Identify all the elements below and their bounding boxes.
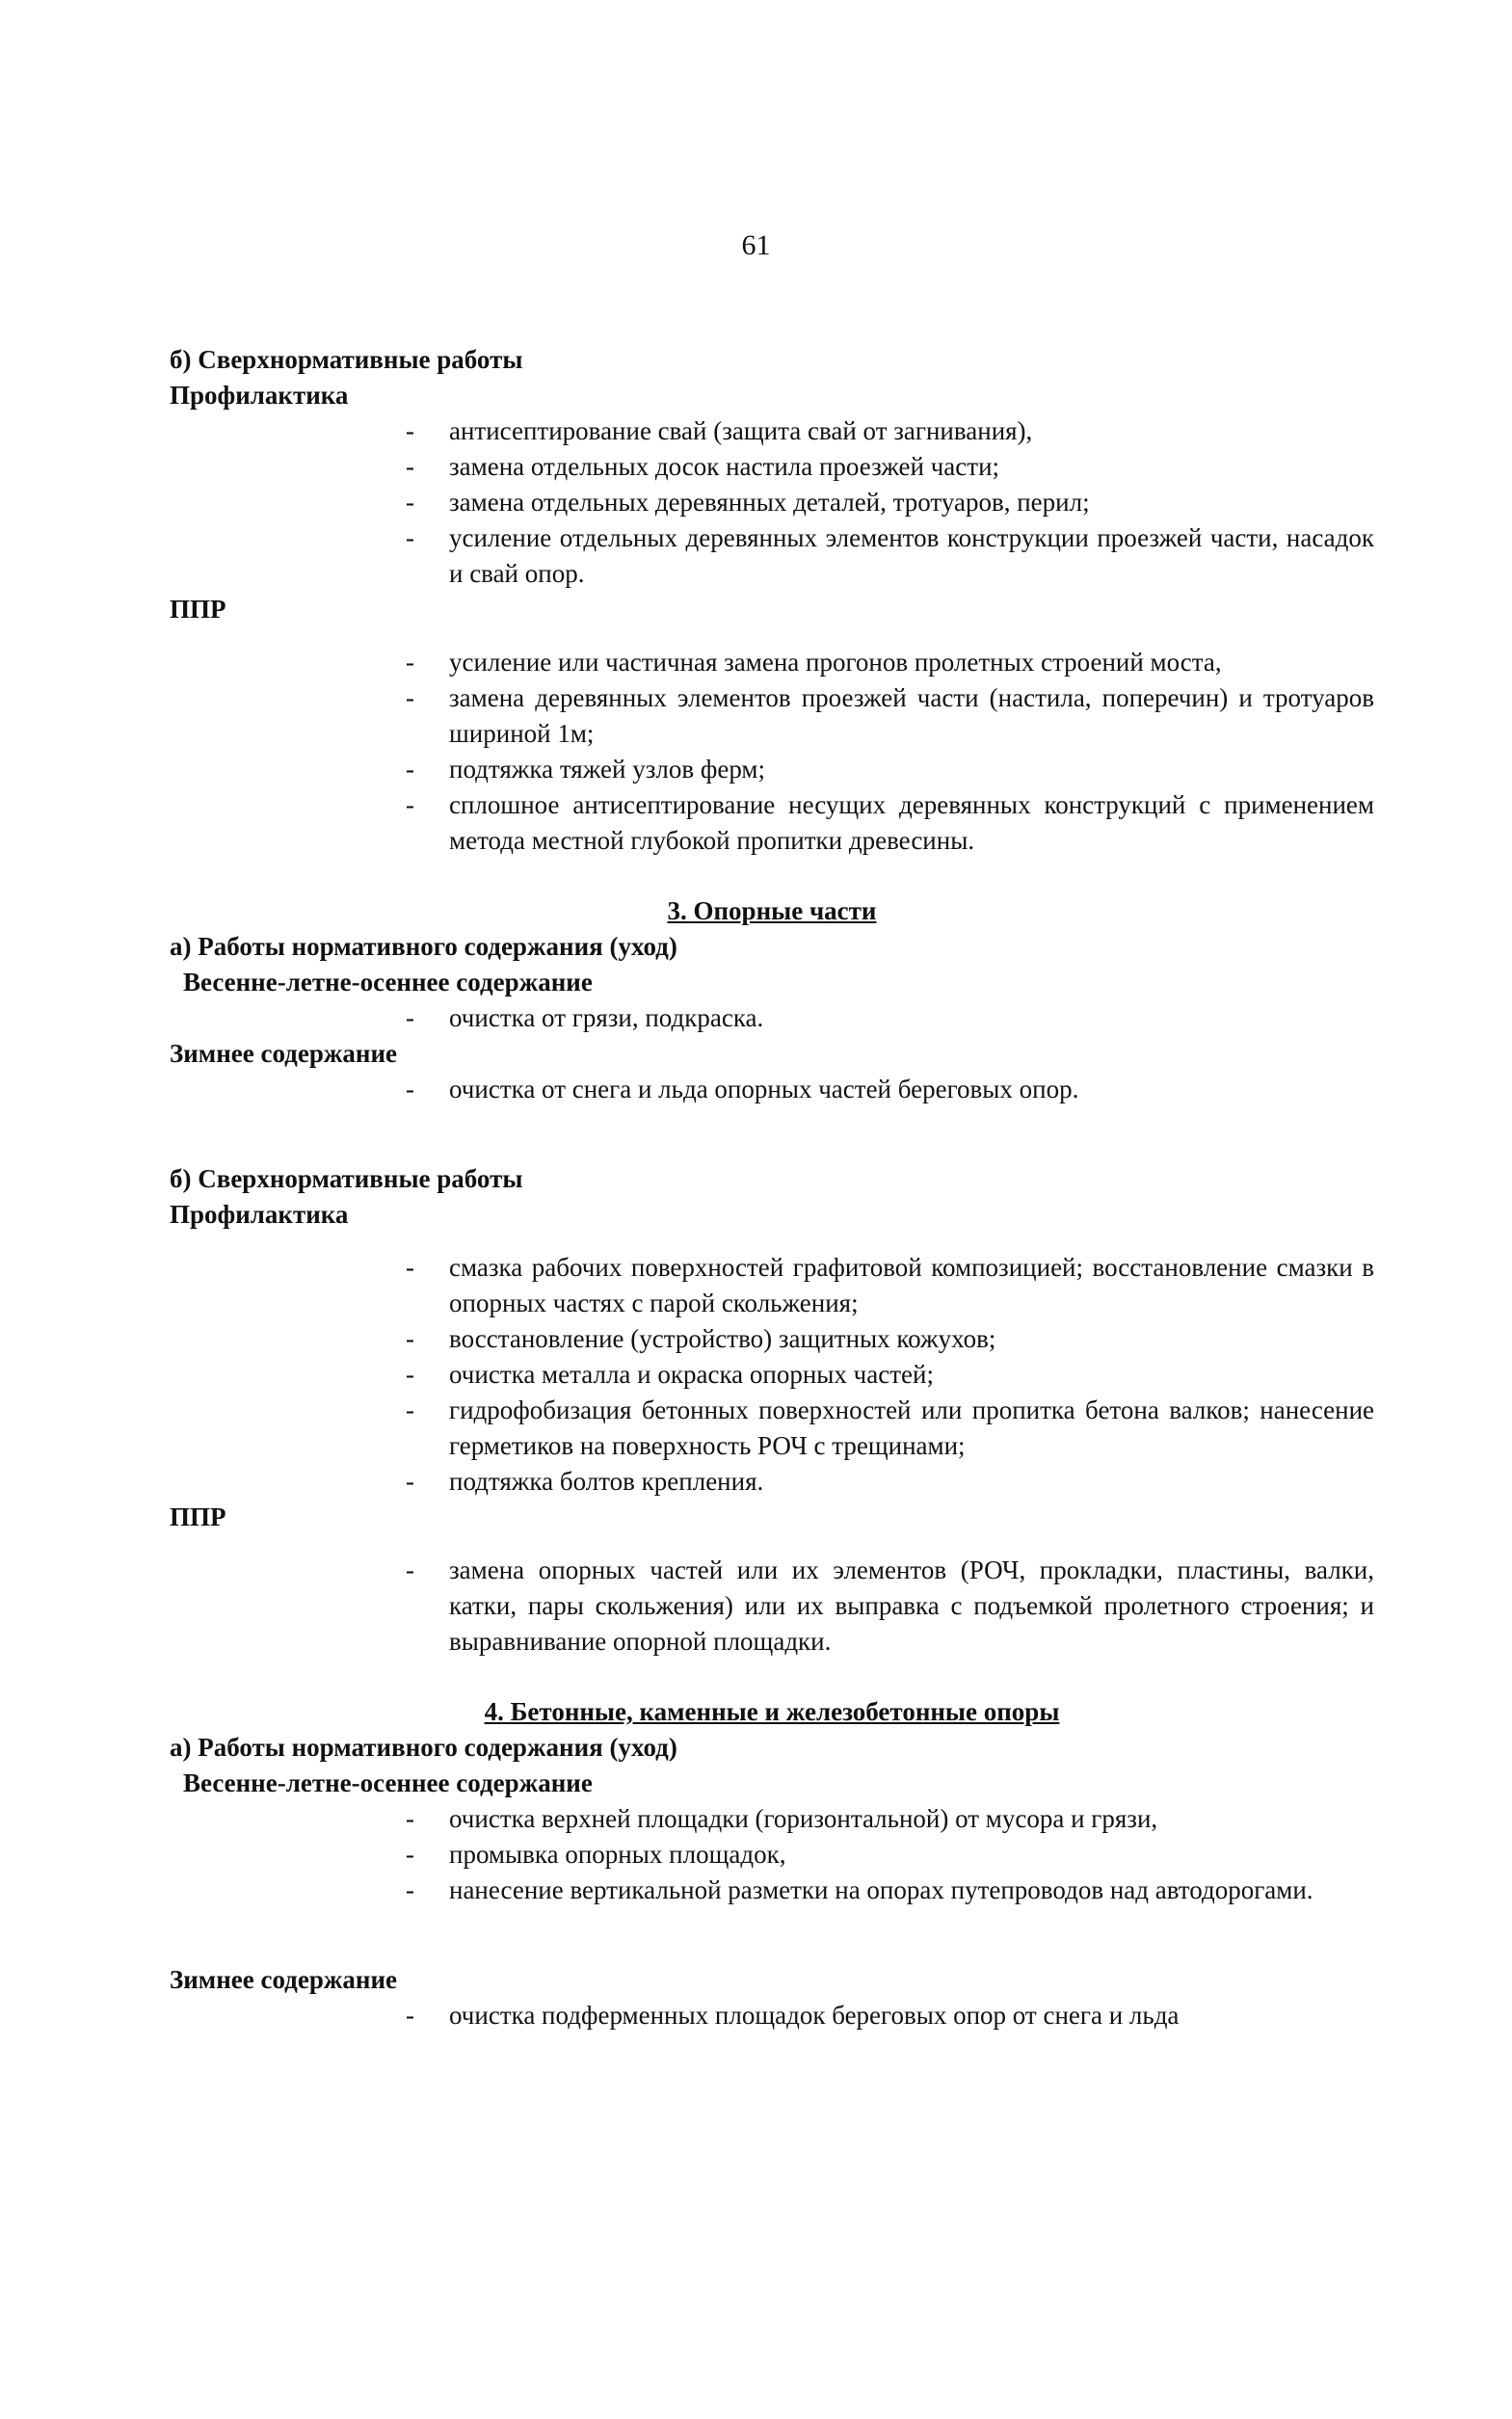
- s4-summer-list: [170, 1801, 1374, 1908]
- s3-ppr-list: [170, 1553, 1374, 1660]
- spacer: [170, 1908, 1374, 1962]
- list-item: - очистка подферменных площадок береговых опор от снега и льда: [170, 1998, 1374, 2034]
- s3-ppr-label: ППР: [170, 1502, 226, 1531]
- s2b-prof-list: [170, 413, 1374, 592]
- page-number: 61: [741, 229, 771, 261]
- list-item: - смазка рабочих поверхностей графитовой композицией; восстановление смазки в опорных частях с парой скольжения;: [170, 1250, 1374, 1321]
- list-item: - очистка верхней площадки (горизонтальной) от мусора и грязи,: [170, 1801, 1374, 1837]
- list-item: - очистка от снега и льда опорных частей береговых опор.: [170, 1072, 1374, 1107]
- s3-prof-list: [170, 1250, 1374, 1500]
- list-item: - усиление отдельных деревянных элементов конструкции проезжей части, насадок и свай опор.: [170, 520, 1374, 592]
- list-item: - усиление или частичная замена прогонов пролетных строений моста,: [170, 645, 1374, 680]
- list-item: - замена деревянных элементов проезжей части (настила, поперечин) и тротуаров шириной 1м;: [170, 680, 1374, 752]
- s3-winter-list: [170, 1072, 1374, 1107]
- s3-winter-label: Зимнее содержание: [170, 1039, 398, 1068]
- list-item: - гидрофобизация бетонных поверхностей или пропитка бетона валков; нанесение герметиков на поверхность РОЧ с трещинами;: [170, 1393, 1374, 1464]
- list-item: - подтяжка тяжей узлов ферм;: [170, 752, 1374, 787]
- spacer: [170, 859, 1374, 893]
- spacer: [170, 1535, 1374, 1553]
- list-item: - замена опорных частей или их элементов (РОЧ, прокладки, пластины, валки, катки, пары скольжения) или их выправка с подъемкой пролетного строения; и выравнивание опорной площадки.: [170, 1553, 1374, 1660]
- section-4-title: 4. Бетонные, каменные и железобетонные опоры: [484, 1697, 1060, 1726]
- spacer: [170, 1660, 1374, 1694]
- s2b-title: б) Сверхнормативные работы: [170, 345, 523, 374]
- s3-summer-label: Весенне-летне-осеннее содержание: [183, 968, 593, 997]
- list-item: - очистка от грязи, подкраска.: [170, 1000, 1374, 1036]
- list-item: - антисептирование свай (защита свай от загнивания),: [170, 413, 1374, 449]
- list-item: - сплошное антисептирование несущих деревянных конструкций с применением метода местной глубокой пропитки древесины.: [170, 787, 1374, 859]
- s2b-ppr-list: [170, 645, 1374, 859]
- s4-summer-label: Весенне-летне-осеннее содержание: [183, 1768, 593, 1797]
- section-3-title: 3. Опорные части: [667, 896, 877, 925]
- list-item: - замена отдельных досок настила проезжей части;: [170, 449, 1374, 485]
- spacer: [170, 1233, 1374, 1250]
- spacer: [170, 1107, 1374, 1161]
- list-item: - восстановление (устройство) защитных кожухов;: [170, 1321, 1374, 1357]
- s4-winter-list: [170, 1998, 1374, 2034]
- list-item: - замена отдельных деревянных деталей, тротуаров, перил;: [170, 485, 1374, 520]
- s4-a-title: а) Работы нормативного содержания (уход): [170, 1733, 677, 1762]
- s2b-prof-label: Профилактика: [170, 381, 349, 410]
- s3-prof-label: Профилактика: [170, 1200, 349, 1229]
- list-item: - промывка опорных площадок,: [170, 1837, 1374, 1873]
- s3-b-title: б) Сверхнормативные работы: [170, 1164, 523, 1193]
- s3-summer-list: [170, 1000, 1374, 1036]
- list-item: - подтяжка болтов крепления.: [170, 1464, 1374, 1500]
- list-item: - очистка металла и окраска опорных частей;: [170, 1357, 1374, 1393]
- page-content: [170, 342, 1374, 2034]
- s4-winter-label: Зимнее содержание: [170, 1965, 398, 1994]
- s3-a-title: а) Работы нормативного содержания (уход): [170, 932, 677, 961]
- list-item: - нанесение вертикальной разметки на опорах путепроводов над автодорогами.: [170, 1873, 1374, 1908]
- s2b-ppr-label: ППР: [170, 595, 226, 624]
- spacer: [170, 627, 1374, 645]
